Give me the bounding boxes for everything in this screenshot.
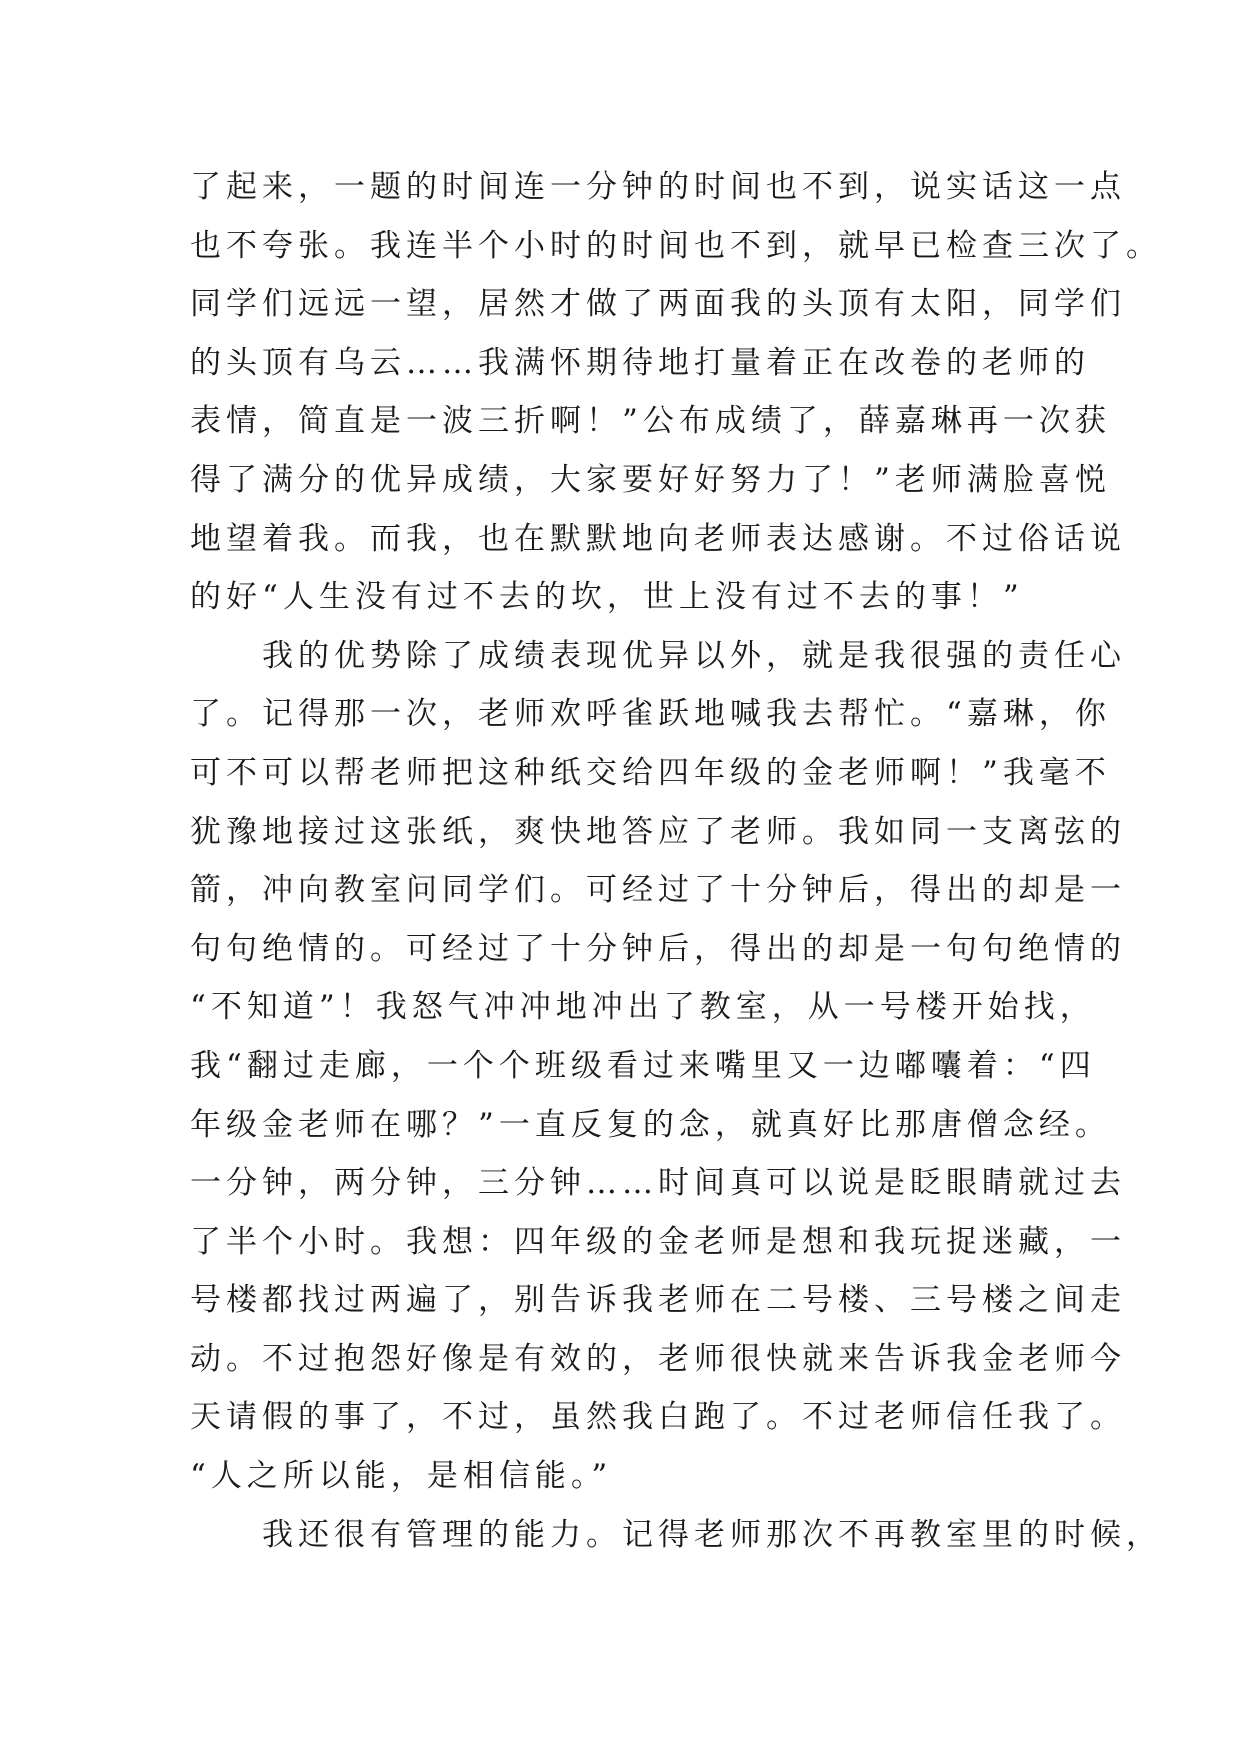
text-line: 的头顶有乌云……我满怀期待地打量着正在改卷的老师的 xyxy=(190,344,1090,381)
text-line: “人之所以能，是相信能。” xyxy=(190,1458,613,1495)
text-line: 一分钟，两分钟，三分钟……时间真可以说是眨眼睛就过去 xyxy=(190,1165,1126,1202)
text-line: 同学们远远一望，居然才做了两面我的头顶有太阳，同学们 xyxy=(190,286,1126,323)
text-line: 动。不过抱怨好像是有效的，老师很快就来告诉我金老师今 xyxy=(190,1340,1126,1377)
text-line: 地望着我。而我，也在默默地向老师表达感谢。不过俗话说 xyxy=(190,520,1126,557)
text-line: 我“翻过走廊，一个个班级看过来嘴里又一边嘟囔着：“四 xyxy=(190,1047,1096,1084)
text-line: 了。记得那一次，老师欢呼雀跃地喊我去帮忙。“嘉琳，你 xyxy=(190,696,1111,733)
text-line: 表情，简直是一波三折啊！”公布成绩了，薛嘉琳再一次获 xyxy=(190,403,1111,440)
text-line: 得了满分的优异成绩，大家要好好努力了！”老师满脸喜悦 xyxy=(190,461,1111,498)
text-line: 我还很有管理的能力。记得老师那次不再教室里的时候， xyxy=(190,1516,1162,1553)
text-line: 年级金老师在哪？”一直反复的念，就真好比那唐僧念经。 xyxy=(190,1106,1111,1143)
body-text xyxy=(190,158,1162,1564)
text-line: 犹豫地接过这张纸，爽快地答应了老师。我如同一支离弦的 xyxy=(190,813,1126,850)
text-line: 可不可以帮老师把这种纸交给四年级的金老师啊！”我毫不 xyxy=(190,754,1111,791)
text-line: 也不夸张。我连半个小时的时间也不到，就早已检查三次了。 xyxy=(190,227,1162,264)
text-line: 句句绝情的。可经过了十分钟后，得出的却是一句句绝情的 xyxy=(190,930,1126,967)
text-line: 我的优势除了成绩表现优异以外，就是我很强的责任心 xyxy=(190,637,1126,674)
text-line: 号楼都找过两遍了，别告诉我老师在二号楼、三号楼之间走 xyxy=(190,1282,1126,1319)
text-line: “不知道”！我怒气冲冲地冲出了教室，从一号楼开始找， xyxy=(190,989,1096,1026)
text-line: 了起来，一题的时间连一分钟的时间也不到，说实话这一点 xyxy=(190,169,1126,205)
text-line: 了半个小时。我想：四年级的金老师是想和我玩捉迷藏，一 xyxy=(190,1223,1126,1260)
text-line: 的好“人生没有过不去的坎，世上没有过不去的事！” xyxy=(190,579,1024,616)
text-line: 天请假的事了，不过，虽然我白跑了。不过老师信任我了。 xyxy=(190,1399,1126,1436)
text-line: 箭，冲向教室问同学们。可经过了十分钟后，得出的却是一 xyxy=(190,872,1126,909)
